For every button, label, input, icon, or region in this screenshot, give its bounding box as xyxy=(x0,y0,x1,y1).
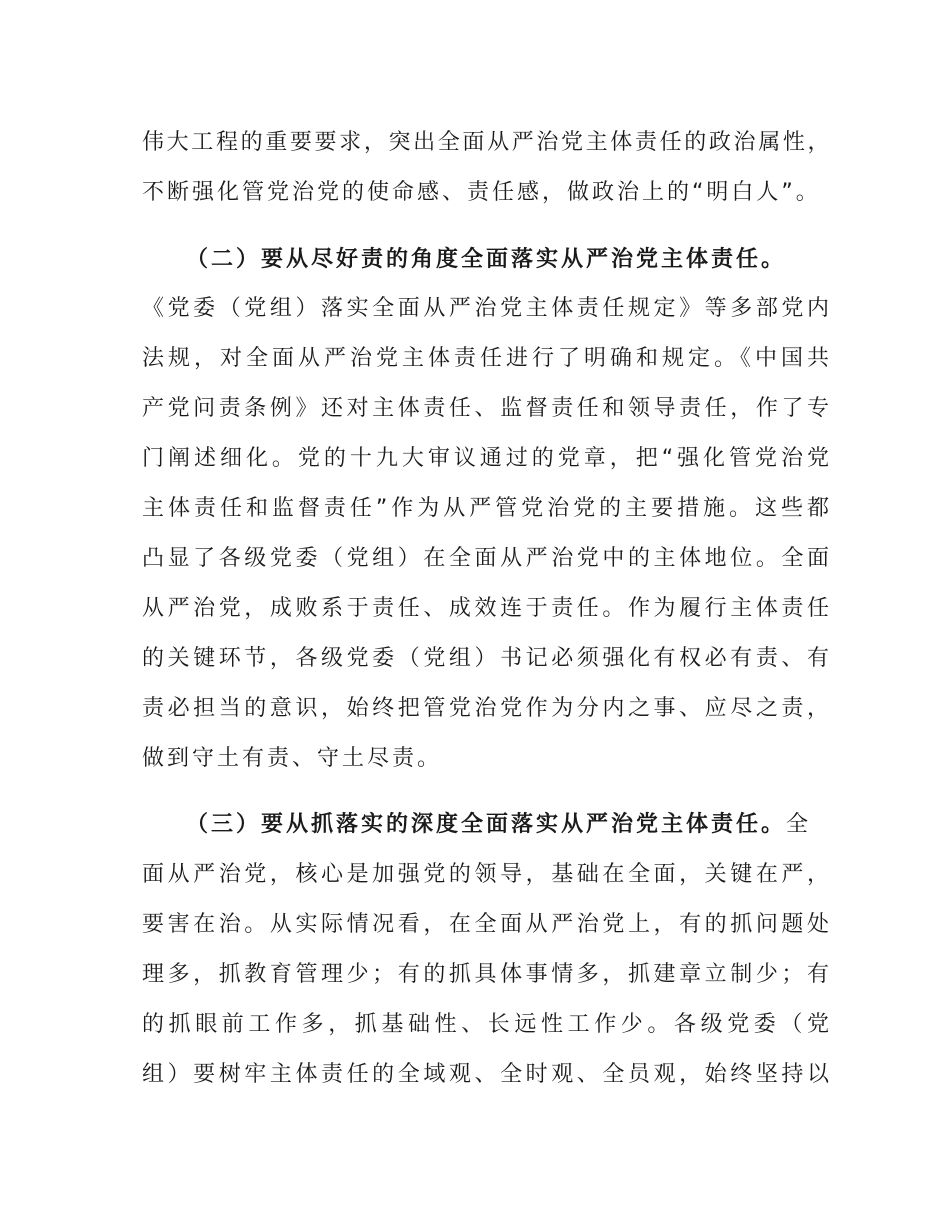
body-text-line: 产党问责条例》还对主体责任、监督责任和领导责任，作了专 xyxy=(142,396,832,421)
body-text-line: 《党委（党组）落实全面从严治党主体责任规定》等多部党内 xyxy=(142,296,832,321)
body-text-line: 要害在治。从实际情况看，在全面从严治党上，有的抓问题处 xyxy=(142,912,832,937)
section-heading-2-text: （二）要从尽好责的角度全面落实从严治党主体责任。 xyxy=(186,247,787,272)
body-text-line: 理多，抓教育管理少；有的抓具体事情多，抓建章立制少；有 xyxy=(142,962,832,987)
body-text-line: 从严治党，成败系于责任、成效连于责任。作为履行主体责任 xyxy=(142,596,832,621)
body-text-line: 的关键环节，各级党委（党组）书记必须强化有权必有责、有 xyxy=(142,646,832,671)
body-text-line: 的抓眼前工作多，抓基础性、长远性工作少。各级党委（党 xyxy=(142,1012,832,1037)
body-text-line: 伟大工程的重要要求，突出全面从严治党主体责任的政治属性， xyxy=(142,130,832,155)
body-text-line: 组）要树牢主体责任的全域观、全时观、全员观，始终坚持以 xyxy=(142,1062,832,1087)
body-text-line: 不断强化管党治党的使命感、责任感，做政治上的“明白人”。 xyxy=(142,180,821,205)
body-text-line: 凸显了各级党委（党组）在全面从严治党中的主体地位。全面 xyxy=(142,546,832,571)
section-heading-3 xyxy=(186,805,832,845)
section-heading-3-tail: 全 xyxy=(786,812,812,837)
body-text-line: 做到守土有责、守土尽责。 xyxy=(142,746,443,771)
section-heading-2 xyxy=(186,240,832,280)
body-text-line: 门阐述细化。党的十九大审议通过的党章，把“强化管党治党 xyxy=(142,446,832,471)
body-text-line: 责必担当的意识，始终把管党治党作为分内之事、应尽之责， xyxy=(142,696,832,721)
section-heading-3-text: （三）要从抓落实的深度全面落实从严治党主体责任。 xyxy=(186,812,787,837)
body-text-line: 法规，对全面从严治党主体责任进行了明确和规定。《中国共 xyxy=(142,346,832,371)
body-text-line: 面从严治党，核心是加强党的领导，基础在全面，关键在严， xyxy=(142,862,832,887)
body-text-line: 主体责任和监督责任”作为从严管党治党的主要措施。这些都 xyxy=(142,496,832,521)
